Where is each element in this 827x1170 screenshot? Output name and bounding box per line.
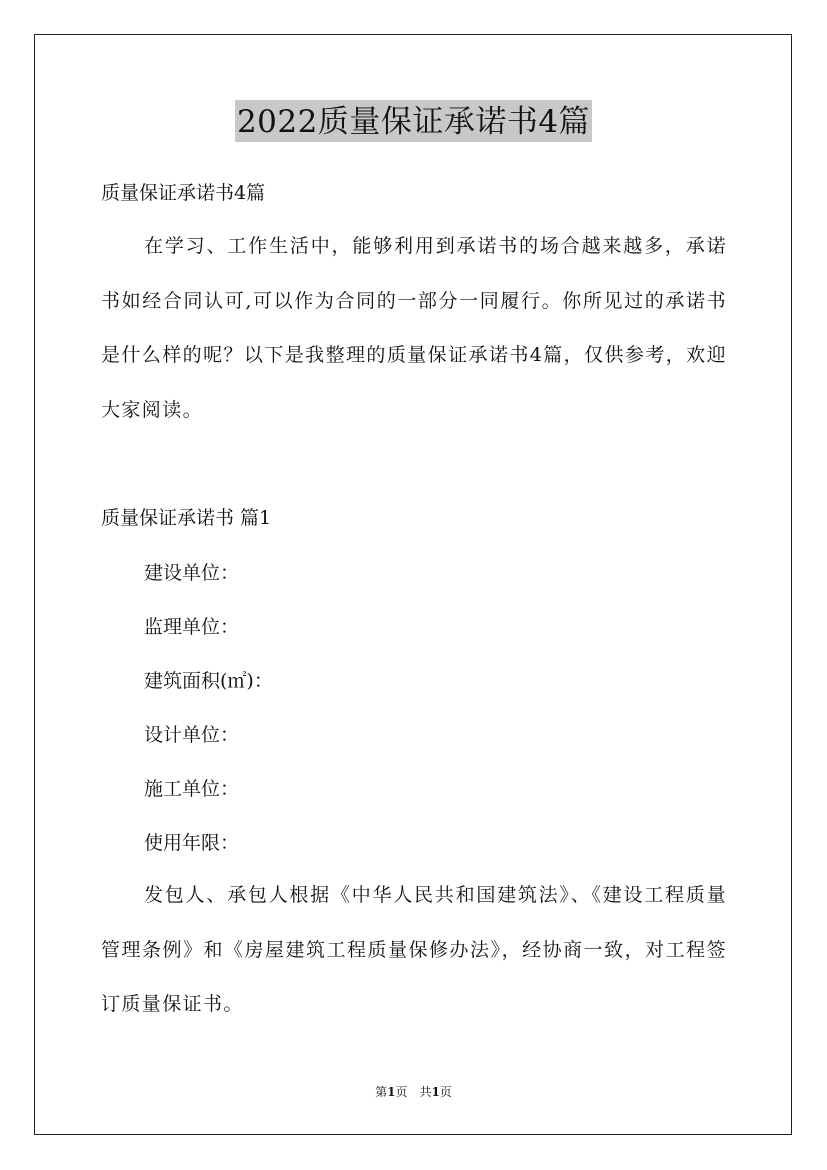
field-contractor-unit: 施工单位： — [144, 778, 240, 800]
footer-page-current: 1 — [387, 1085, 396, 1099]
footer-mid: 页 共 — [395, 1085, 432, 1099]
footer-prefix: 第 — [375, 1085, 388, 1099]
footer-page-total: 1 — [431, 1085, 440, 1099]
field-design-unit: 设计单位： — [144, 724, 240, 746]
field-construction-unit: 建设单位： — [144, 562, 240, 584]
document-title: 2022质量保证承诺书4篇 — [235, 100, 592, 142]
footer-suffix: 页 — [439, 1085, 452, 1099]
field-building-area: 建筑面积(㎡)： — [144, 670, 273, 692]
field-supervision-unit: 监理单位： — [144, 616, 240, 638]
page-footer — [0, 1084, 827, 1100]
intro-heading: 质量保证承诺书4篇 — [101, 182, 266, 204]
intro-paragraph: 在学习、工作生活中，能够利用到承诺书的场合越来越多，承诺书如经合同认可,可以作为合同的一部分一同履行。你所见过的承诺书是什么样的呢？以下是我整理的质量保证承诺书4篇，仅供参考，欢迎大家阅读。 — [101, 235, 727, 421]
section-heading: 质量保证承诺书 篇1 — [101, 507, 272, 529]
body-paragraph: 发包人、承包人根据《中华人民共和国建筑法》、《建设工程质量管理条例》和《房屋建筑工程质量保修办法》，经协商一致，对工程签订质量保证书。 — [101, 884, 727, 1015]
title-container — [0, 100, 827, 142]
field-service-life: 使用年限： — [144, 832, 240, 854]
